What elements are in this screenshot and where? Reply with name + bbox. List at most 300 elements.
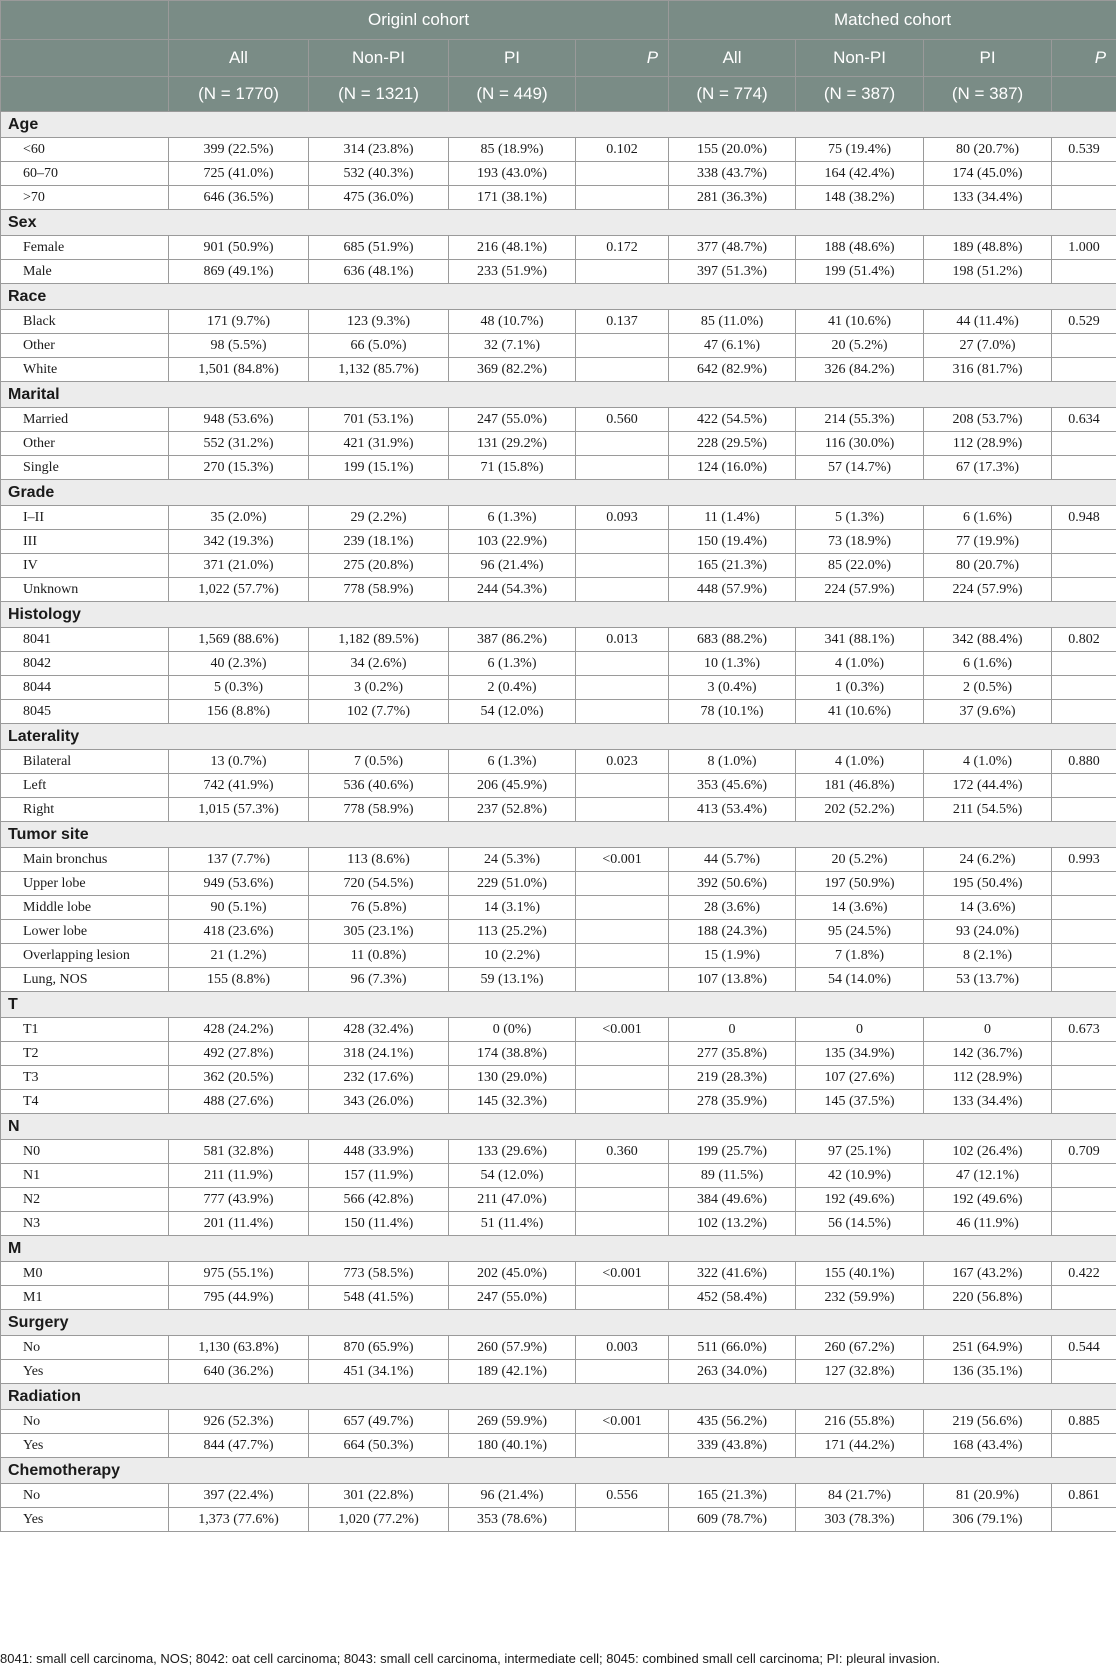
table-cell: 4 (1.0%) [924,750,1052,774]
p-value-cell: <0.001 [576,1410,669,1434]
table-cell: 155 (20.0%) [669,138,796,162]
table-cell: 67 (17.3%) [924,456,1052,480]
table-row [1,1336,1116,1360]
table-cell: 475 (36.0%) [309,186,449,210]
sample-size-header: (N = 774) [669,77,796,112]
table-cell: 341 (88.1%) [796,628,924,652]
table-cell: 353 (45.6%) [669,774,796,798]
row-label: Black [1,310,169,334]
table-cell: 96 (21.4%) [449,1484,576,1508]
table-cell: 2 (0.5%) [924,676,1052,700]
table-cell: 237 (52.8%) [449,798,576,822]
table-row [1,1410,1116,1434]
table-cell: 316 (81.7%) [924,358,1052,382]
p-value-cell: 1.000 [1052,236,1116,260]
table-cell: 136 (35.1%) [924,1360,1052,1384]
table-cell: 448 (57.9%) [669,578,796,602]
table-cell: 451 (34.1%) [309,1360,449,1384]
p-value-cell: 0.861 [1052,1484,1116,1508]
table-cell: 301 (22.8%) [309,1484,449,1508]
table-cell: 107 (13.8%) [669,968,796,992]
table-cell: 28 (3.6%) [669,896,796,920]
table-row [1,896,1116,920]
section-title: Chemotherapy [1,1458,1116,1484]
p-value-cell [1052,530,1116,554]
table-row [1,408,1116,432]
row-label: Middle lobe [1,896,169,920]
table-cell: 322 (41.6%) [669,1262,796,1286]
section-header-row [1,112,1116,138]
row-label: Unknown [1,578,169,602]
table-cell: 742 (41.9%) [169,774,309,798]
row-label: Yes [1,1434,169,1458]
table-row [1,750,1116,774]
p-value-cell [576,1164,669,1188]
table-cell: 42 (10.9%) [796,1164,924,1188]
table-cell: 93 (24.0%) [924,920,1052,944]
table-cell: 0 [796,1018,924,1042]
row-label: 8042 [1,652,169,676]
column-header: P [1052,40,1116,77]
p-value-cell [1052,1090,1116,1114]
column-header: Non-PI [309,40,449,77]
row-label: T1 [1,1018,169,1042]
p-value-cell [576,944,669,968]
table-cell: 3 (0.4%) [669,676,796,700]
table-cell: 8 (2.1%) [924,944,1052,968]
table-cell: 6 (1.6%) [924,652,1052,676]
table-cell: 305 (23.1%) [309,920,449,944]
matched-cohort-header: Matched cohort [669,1,1116,40]
section-title: Radiation [1,1384,1116,1410]
table-cell: 229 (51.0%) [449,872,576,896]
p-value-cell: 0.556 [576,1484,669,1508]
p-value-cell: 0.948 [1052,506,1116,530]
table-cell: 199 (15.1%) [309,456,449,480]
table-cell: 387 (86.2%) [449,628,576,652]
p-value-cell [576,456,669,480]
p-value-cell [576,1360,669,1384]
p-value-cell: 0.802 [1052,628,1116,652]
table-cell: 6 (1.3%) [449,652,576,676]
section-title: Surgery [1,1310,1116,1336]
p-value-cell [576,432,669,456]
table-cell: 397 (22.4%) [169,1484,309,1508]
table-cell: 48 (10.7%) [449,310,576,334]
table-cell: 165 (21.3%) [669,1484,796,1508]
p-value-cell: 0.529 [1052,310,1116,334]
table-cell: 338 (43.7%) [669,162,796,186]
table-cell: 422 (54.5%) [669,408,796,432]
table-cell: 171 (38.1%) [449,186,576,210]
p-value-cell [576,1090,669,1114]
section-header-row [1,602,1116,628]
table-cell: 76 (5.8%) [309,896,449,920]
p-value-cell [1052,1434,1116,1458]
table-cell: 127 (32.8%) [796,1360,924,1384]
table-cell: 581 (32.8%) [169,1140,309,1164]
table-cell: 1,182 (89.5%) [309,628,449,652]
table-cell: 34 (2.6%) [309,652,449,676]
table-cell: 90 (5.1%) [169,896,309,920]
table-row [1,1484,1116,1508]
table-cell: 435 (56.2%) [669,1410,796,1434]
table-cell: 777 (43.9%) [169,1188,309,1212]
table-row [1,944,1116,968]
row-label: N0 [1,1140,169,1164]
p-value-cell [1052,554,1116,578]
table-cell: 232 (59.9%) [796,1286,924,1310]
table-cell: 1,020 (77.2%) [309,1508,449,1532]
p-value-cell: 0.544 [1052,1336,1116,1360]
table-cell: 165 (21.3%) [669,554,796,578]
p-value-cell: 0.539 [1052,138,1116,162]
table-cell: 260 (67.2%) [796,1336,924,1360]
column-header: PI [449,40,576,77]
section-header-row [1,1458,1116,1484]
table-cell: 32 (7.1%) [449,334,576,358]
table-cell: 247 (55.0%) [449,1286,576,1310]
table-cell: 428 (32.4%) [309,1018,449,1042]
table-cell: 7 (0.5%) [309,750,449,774]
table-cell: 35 (2.0%) [169,506,309,530]
table-cell: 720 (54.5%) [309,872,449,896]
p-value-cell [1052,1066,1116,1090]
p-value-cell [576,334,669,358]
table-cell: 20 (5.2%) [796,848,924,872]
table-cell: 66 (5.0%) [309,334,449,358]
table-cell: 174 (38.8%) [449,1042,576,1066]
table-row [1,652,1116,676]
p-value-cell [1052,944,1116,968]
table-row [1,1066,1116,1090]
p-value-cell [1052,358,1116,382]
p-value-cell [576,1434,669,1458]
row-label: Yes [1,1360,169,1384]
p-value-cell [1052,260,1116,284]
p-value-cell: 0.172 [576,236,669,260]
table-cell: 239 (18.1%) [309,530,449,554]
table-cell: 683 (88.2%) [669,628,796,652]
table-row [1,1188,1116,1212]
table-cell: 98 (5.5%) [169,334,309,358]
table-row [1,700,1116,724]
table-row [1,138,1116,162]
row-label: Left [1,774,169,798]
row-label: Female [1,236,169,260]
table-cell: 8 (1.0%) [669,750,796,774]
table-cell: 206 (45.9%) [449,774,576,798]
table-cell: 103 (22.9%) [449,530,576,554]
table-row [1,432,1116,456]
p-value-cell [1052,652,1116,676]
table-cell: 552 (31.2%) [169,432,309,456]
table-cell: 642 (82.9%) [669,358,796,382]
row-label: Lung, NOS [1,968,169,992]
sample-size-header: (N = 1770) [169,77,309,112]
table-cell: 326 (84.2%) [796,358,924,382]
table-cell: 318 (24.1%) [309,1042,449,1066]
table-cell: 197 (50.9%) [796,872,924,896]
table-row [1,260,1116,284]
row-label: M0 [1,1262,169,1286]
p-value-cell: 0.360 [576,1140,669,1164]
table-cell: 195 (50.4%) [924,872,1052,896]
section-title: Marital [1,382,1116,408]
table-cell: 97 (25.1%) [796,1140,924,1164]
table-cell: 14 (3.6%) [924,896,1052,920]
original-cohort-header: Originl cohort [169,1,669,40]
p-value-cell: 0.013 [576,628,669,652]
table-cell: 869 (49.1%) [169,260,309,284]
table-cell: 725 (41.0%) [169,162,309,186]
section-title: Tumor site [1,822,1116,848]
table-row [1,530,1116,554]
table-cell: 303 (78.3%) [796,1508,924,1532]
table-cell: 192 (49.6%) [924,1188,1052,1212]
row-label: 8041 [1,628,169,652]
table-cell: 511 (66.0%) [669,1336,796,1360]
table-cell: 201 (11.4%) [169,1212,309,1236]
p-value-cell [576,774,669,798]
sample-size-header [1052,77,1116,112]
table-cell: 0 [669,1018,796,1042]
table-cell: 156 (8.8%) [169,700,309,724]
table-cell: 948 (53.6%) [169,408,309,432]
table-cell: 314 (23.8%) [309,138,449,162]
p-value-cell: 0.634 [1052,408,1116,432]
table-cell: 275 (20.8%) [309,554,449,578]
table-row [1,578,1116,602]
section-header-row [1,992,1116,1018]
p-value-cell: 0.880 [1052,750,1116,774]
table-cell: 926 (52.3%) [169,1410,309,1434]
table-cell: 24 (5.3%) [449,848,576,872]
table-cell: 80 (20.7%) [924,554,1052,578]
table-cell: 107 (27.6%) [796,1066,924,1090]
table-row [1,1212,1116,1236]
table-cell: 1,373 (77.6%) [169,1508,309,1532]
row-label: White [1,358,169,382]
table-cell: 155 (8.8%) [169,968,309,992]
table-cell: 199 (51.4%) [796,260,924,284]
p-value-cell [576,530,669,554]
table-row [1,1164,1116,1188]
table-cell: 189 (42.1%) [449,1360,576,1384]
table-cell: 71 (15.8%) [449,456,576,480]
p-value-cell [1052,432,1116,456]
p-value-cell [576,920,669,944]
table-row [1,334,1116,358]
table-cell: 10 (1.3%) [669,652,796,676]
table-row [1,162,1116,186]
table-cell: 47 (6.1%) [669,334,796,358]
table-cell: 548 (41.5%) [309,1286,449,1310]
table-cell: 11 (1.4%) [669,506,796,530]
p-value-cell [1052,798,1116,822]
header-empty-cell [1,1,169,40]
section-header-row [1,210,1116,236]
column-header: PI [924,40,1052,77]
p-value-cell [576,872,669,896]
table-cell: 7 (1.8%) [796,944,924,968]
table-cell: 377 (48.7%) [669,236,796,260]
table-cell: 85 (11.0%) [669,310,796,334]
table-cell: 949 (53.6%) [169,872,309,896]
p-value-cell [1052,872,1116,896]
table-cell: 260 (57.9%) [449,1336,576,1360]
table-cell: 171 (44.2%) [796,1434,924,1458]
p-value-cell [1052,578,1116,602]
table-cell: 1,501 (84.8%) [169,358,309,382]
p-value-cell [576,1508,669,1532]
table-cell: 29 (2.2%) [309,506,449,530]
table-cell: 418 (23.6%) [169,920,309,944]
table-cell: 224 (57.9%) [796,578,924,602]
table-cell: 37 (9.6%) [924,700,1052,724]
table-cell: 452 (58.4%) [669,1286,796,1310]
table-row [1,848,1116,872]
row-label: No [1,1410,169,1434]
section-title: T [1,992,1116,1018]
table-cell: 157 (11.9%) [309,1164,449,1188]
column-header: Non-PI [796,40,924,77]
row-label: 60–70 [1,162,169,186]
p-value-cell [576,968,669,992]
table-cell: 14 (3.6%) [796,896,924,920]
column-header: All [169,40,309,77]
table-row [1,1286,1116,1310]
table-cell: 102 (7.7%) [309,700,449,724]
table-cell: 5 (1.3%) [796,506,924,530]
p-value-cell [1052,162,1116,186]
table-cell: 975 (55.1%) [169,1262,309,1286]
table-row [1,1508,1116,1532]
row-label: Single [1,456,169,480]
p-value-cell [576,162,669,186]
row-label: IV [1,554,169,578]
table-cell: 342 (88.4%) [924,628,1052,652]
table-cell: 171 (9.7%) [169,310,309,334]
row-label: Other [1,334,169,358]
table-cell: 89 (11.5%) [669,1164,796,1188]
row-label: <60 [1,138,169,162]
table-row [1,628,1116,652]
table-cell: 73 (18.9%) [796,530,924,554]
section-title: Age [1,112,1116,138]
section-header-row [1,480,1116,506]
p-value-cell [1052,334,1116,358]
table-cell: 167 (43.2%) [924,1262,1052,1286]
p-value-cell [1052,896,1116,920]
table-cell: 57 (14.7%) [796,456,924,480]
table-cell: 150 (11.4%) [309,1212,449,1236]
p-value-cell [576,676,669,700]
section-header-row [1,724,1116,750]
p-value-cell [576,358,669,382]
table-cell: 85 (18.9%) [449,138,576,162]
table-cell: 181 (46.8%) [796,774,924,798]
sample-size-header: (N = 387) [924,77,1052,112]
table-row [1,1018,1116,1042]
table-cell: 4 (1.0%) [796,652,924,676]
p-value-cell: 0.003 [576,1336,669,1360]
table-cell: 778 (58.9%) [309,578,449,602]
table-row [1,676,1116,700]
p-value-cell [1052,186,1116,210]
p-value-cell [576,1188,669,1212]
p-value-cell [1052,1042,1116,1066]
header-empty-cell [1,40,169,77]
p-value-cell [1052,1188,1116,1212]
p-value-cell [1052,1360,1116,1384]
row-label: 8044 [1,676,169,700]
row-label: 8045 [1,700,169,724]
table-row [1,1090,1116,1114]
table-cell: 116 (30.0%) [796,432,924,456]
table-cell: 95 (24.5%) [796,920,924,944]
table-cell: 263 (34.0%) [669,1360,796,1384]
row-label: N3 [1,1212,169,1236]
table-cell: 2 (0.4%) [449,676,576,700]
table-cell: 216 (55.8%) [796,1410,924,1434]
row-label: Bilateral [1,750,169,774]
row-label: Main bronchus [1,848,169,872]
table-cell: 54 (12.0%) [449,1164,576,1188]
table-row [1,236,1116,260]
table-row [1,310,1116,334]
table-cell: 59 (13.1%) [449,968,576,992]
p-value-cell [576,1286,669,1310]
table-cell: 3 (0.2%) [309,676,449,700]
table-row [1,456,1116,480]
table-cell: 211 (11.9%) [169,1164,309,1188]
table-cell: 202 (45.0%) [449,1262,576,1286]
table-cell: 40 (2.3%) [169,652,309,676]
p-value-cell [1052,1212,1116,1236]
table-cell: 172 (44.4%) [924,774,1052,798]
table-cell: 4 (1.0%) [796,750,924,774]
p-value-cell: 0.023 [576,750,669,774]
table-cell: 202 (52.2%) [796,798,924,822]
p-value-cell [1052,456,1116,480]
table-cell: 113 (25.2%) [449,920,576,944]
table-cell: 685 (51.9%) [309,236,449,260]
table-cell: 27 (7.0%) [924,334,1052,358]
table-cell: 901 (50.9%) [169,236,309,260]
table-cell: 77 (19.9%) [924,530,1052,554]
row-label: III [1,530,169,554]
table-cell: 232 (17.6%) [309,1066,449,1090]
section-title: Sex [1,210,1116,236]
table-cell: 306 (79.1%) [924,1508,1052,1532]
table-cell: 1,022 (57.7%) [169,578,309,602]
table-cell: 343 (26.0%) [309,1090,449,1114]
table-cell: 228 (29.5%) [669,432,796,456]
table-cell: 566 (42.8%) [309,1188,449,1212]
table-cell: 657 (49.7%) [309,1410,449,1434]
table-cell: 1,130 (63.8%) [169,1336,309,1360]
table-cell: 47 (12.1%) [924,1164,1052,1188]
table-row [1,1042,1116,1066]
p-value-cell: 0.673 [1052,1018,1116,1042]
table-cell: 371 (21.0%) [169,554,309,578]
table-cell: 281 (36.3%) [669,186,796,210]
table-row [1,968,1116,992]
table-body [1,112,1116,1532]
table-cell: 870 (65.9%) [309,1336,449,1360]
table-cell: 369 (82.2%) [449,358,576,382]
